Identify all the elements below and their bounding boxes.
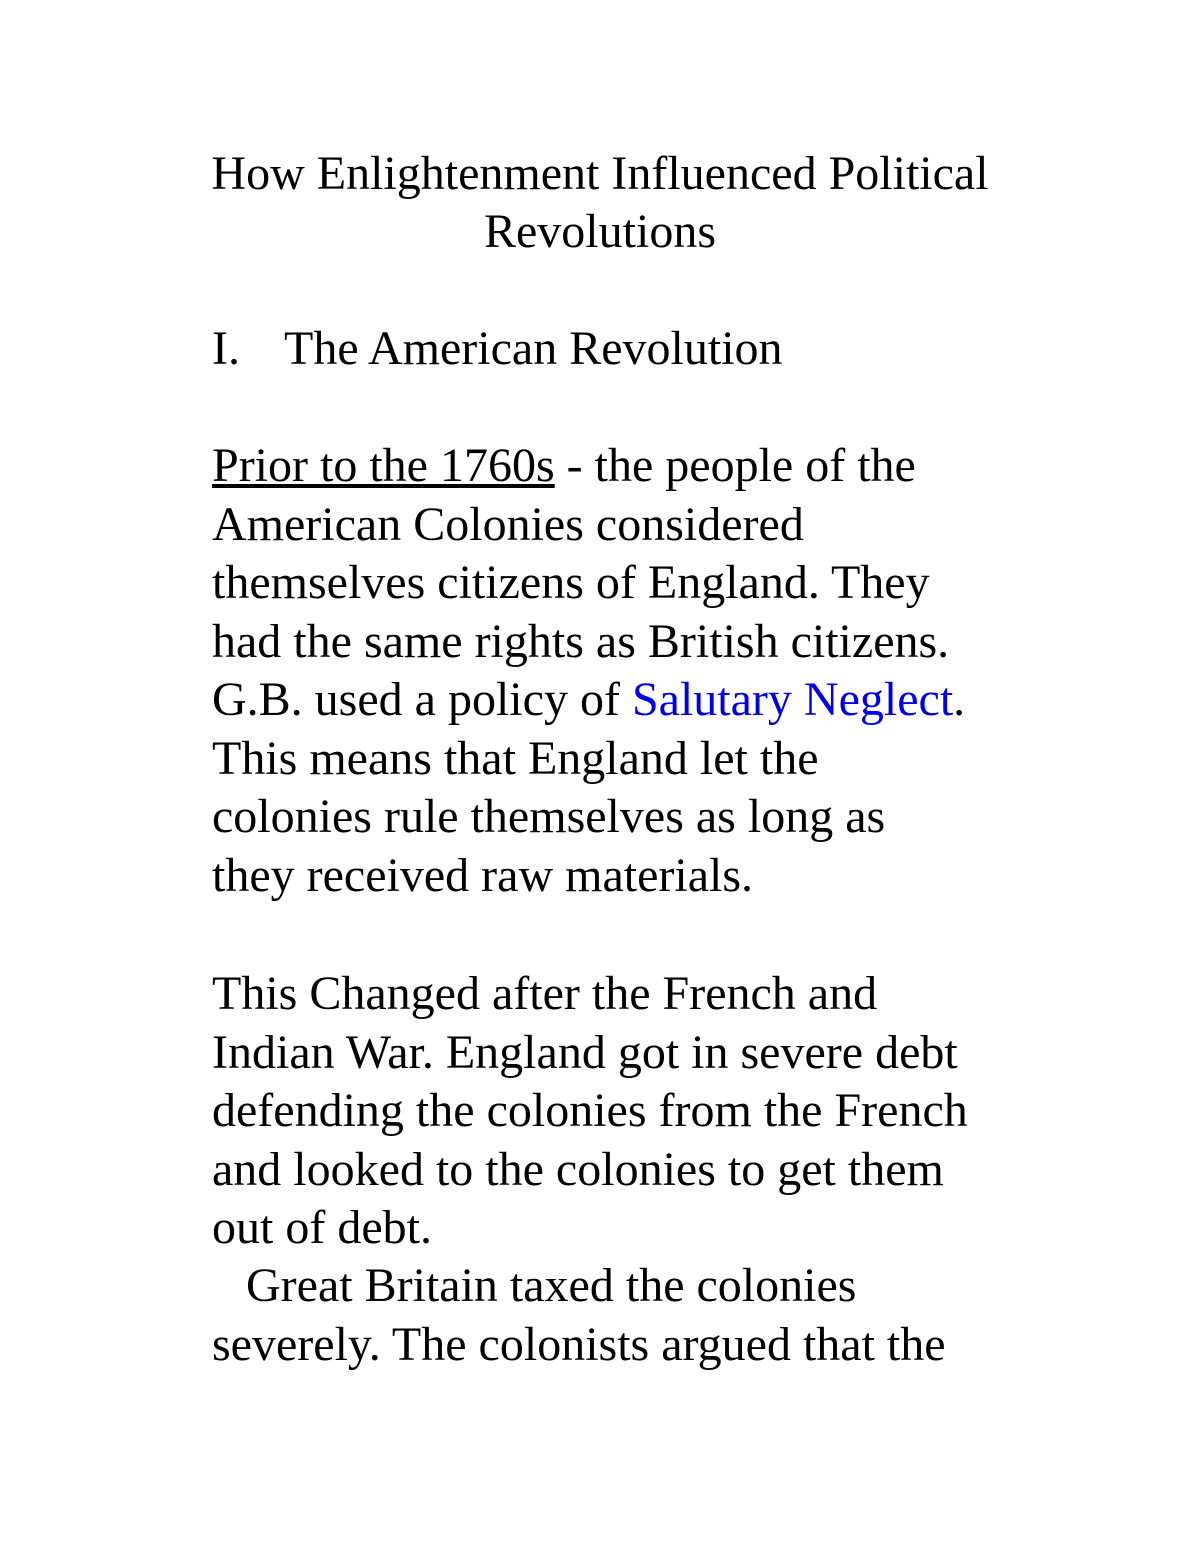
section-heading-text: The American Revolution (284, 322, 783, 375)
para3-line-2: severely. The colonists argued that the (212, 1317, 946, 1371)
para1-line-2: American Colonies considered (212, 497, 804, 551)
paragraph-taxation (212, 1257, 1072, 1374)
title-line-2: Revolutions (483, 205, 716, 258)
para1-line-6: This means that England let the (212, 731, 819, 785)
para1-line-5-pre: G.B. used a policy of (212, 673, 632, 726)
section-numeral: I. (212, 322, 240, 375)
para1-line-5 (212, 671, 1072, 730)
para2-line-4: and looked to the colonies to get them (212, 1142, 944, 1196)
para3-line-1: Great Britain taxed the colonies (246, 1259, 857, 1312)
para1-lead-underlined: Prior to the 1760s (212, 439, 555, 492)
para1-line-4: had the same rights as British citizens. (212, 614, 950, 668)
paragraph-french-indian-war (212, 965, 1072, 1258)
para1-line-1-rest: - the people of the (554, 439, 916, 492)
para2-line-2: Indian War. England got in severe debt (212, 1025, 958, 1079)
para1-line-8: they received raw materials. (212, 848, 754, 902)
paragraph-prior-1760s (212, 437, 1072, 905)
para1-line-1 (212, 437, 1072, 496)
para2-line-1: This Changed after the French and (212, 967, 878, 1020)
para2-line-3: defending the colonies from the French (212, 1084, 968, 1137)
title-line-1: How Enlightenment Influenced Political (211, 147, 989, 200)
para1-line-3: themselves citizens of England. They (212, 556, 930, 609)
salutary-neglect-term: Salutary Neglect (631, 673, 954, 726)
para1-line-7: colonies rule themselves as long as (212, 790, 886, 843)
para2-line-5: out of debt. (212, 1201, 432, 1254)
section-heading (212, 320, 783, 378)
para1-line-5-post: . (953, 673, 966, 726)
document-title (0, 145, 1200, 261)
